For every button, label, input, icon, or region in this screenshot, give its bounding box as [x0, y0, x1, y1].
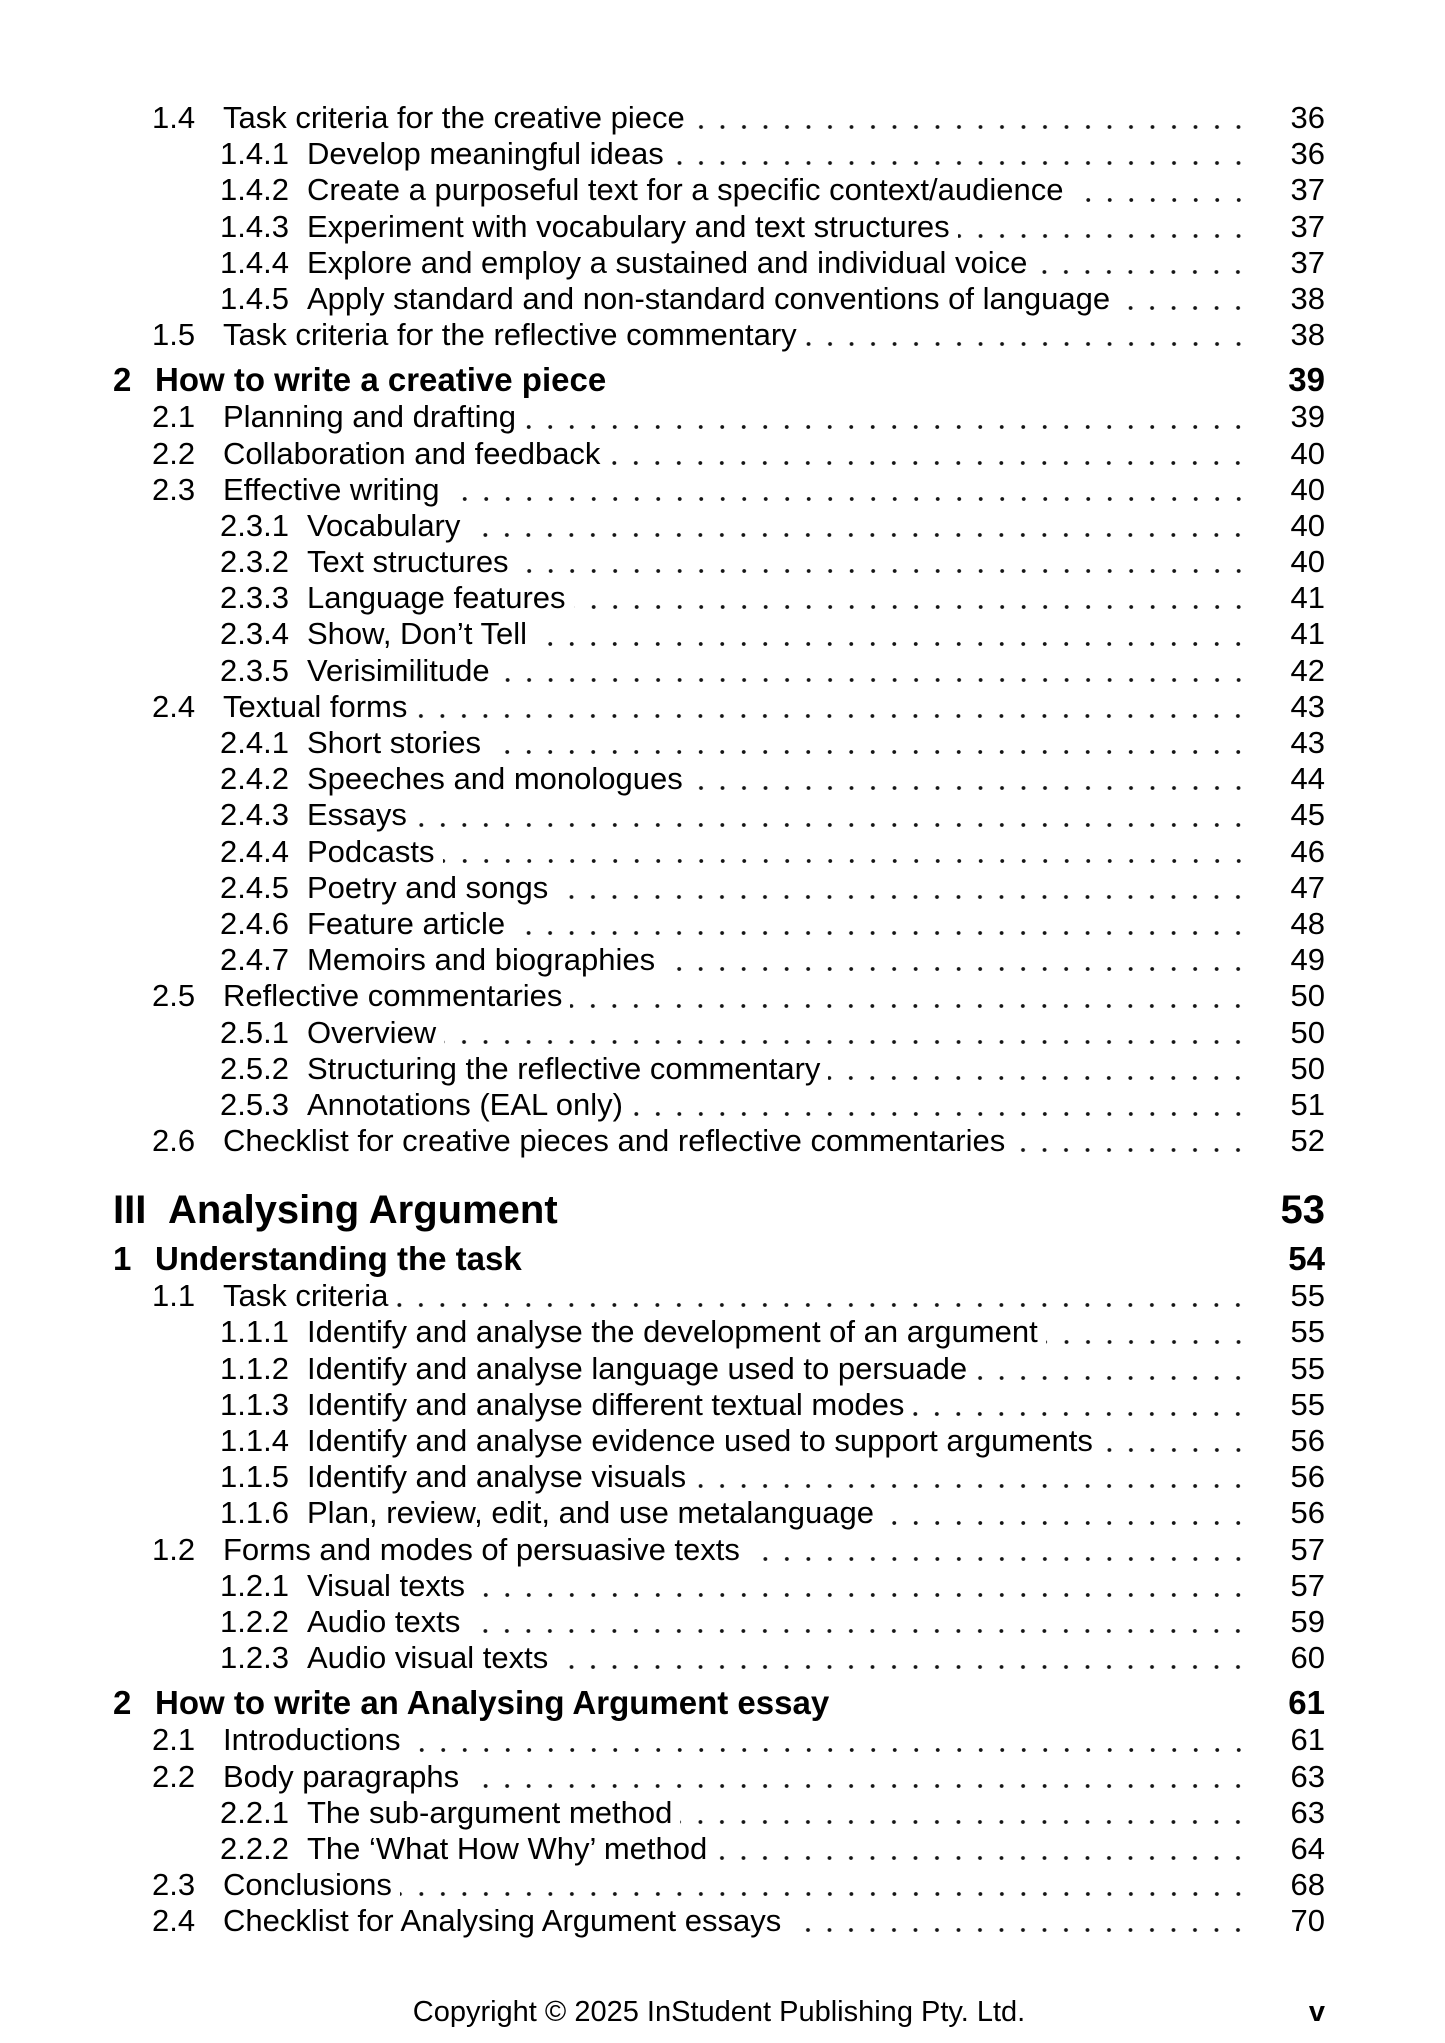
dot-leader: [631, 1112, 1249, 1116]
dot-leader: [468, 1629, 1249, 1633]
entry-number: 1.1.1: [220, 1314, 289, 1350]
entry-number: 1.1.3: [220, 1386, 289, 1422]
dot-leader: [748, 1557, 1249, 1561]
entry-title: Identify and analyse evidence used to support arguments: [307, 1423, 1093, 1458]
entry-number: 1.4.3: [220, 208, 289, 244]
entry-title: How to write an Analysing Argument essay: [155, 1684, 830, 1722]
page-number: 51: [1290, 1086, 1325, 1122]
entry-title: Introductions: [223, 1722, 401, 1758]
entry-title: Body paragraphs: [223, 1758, 460, 1794]
toc-subsection: [113, 1831, 1325, 1867]
toc-subsection: [113, 870, 1325, 906]
dot-leader: [789, 1928, 1249, 1932]
dot-leader: [1072, 198, 1250, 202]
toc-subsection: [113, 1423, 1325, 1459]
dot-leader: [400, 1892, 1249, 1896]
entry-number: 2.4.5: [220, 869, 289, 905]
page-number: 54: [1288, 1240, 1325, 1278]
toc-section: [113, 436, 1325, 472]
dot-leader: [535, 642, 1249, 646]
dot-leader: [556, 1665, 1249, 1669]
page-number: 46: [1290, 833, 1325, 869]
toc-subsection: [113, 209, 1325, 245]
entry-number: 1.2: [152, 1531, 196, 1567]
toc-section: [113, 472, 1325, 508]
toc-section: [113, 1903, 1325, 1939]
toc-subsection: [113, 761, 1325, 797]
entry-title: Checklist for creative pieces and reflective commentaries: [223, 1123, 1006, 1159]
entry-number: 2.4.1: [220, 725, 289, 760]
page-number: 63: [1290, 1794, 1325, 1830]
dot-leader: [1101, 1448, 1249, 1452]
page-number: 38: [1290, 280, 1325, 316]
entry-number: 2.3.4: [220, 616, 289, 652]
entry-title: How to write a creative piece: [155, 361, 607, 399]
table-of-contents: [113, 100, 1325, 1939]
dot-leader: [513, 931, 1249, 935]
entry-number: 2: [113, 1684, 132, 1722]
entry-title: Conclusions: [223, 1867, 392, 1903]
page-number: 61: [1290, 1722, 1325, 1758]
entry-title: Identify and analyse different textual modes: [307, 1386, 905, 1422]
page-number: 37: [1290, 244, 1325, 280]
entry-title: Speeches and monologues: [307, 761, 683, 797]
toc-section: [113, 399, 1325, 435]
entry-title: Create a purposeful text for a specific context/audience: [307, 172, 1064, 208]
page-number: 40: [1290, 544, 1325, 580]
entry-title: Task criteria for the creative piece: [223, 100, 685, 135]
entry-number: 2.6: [152, 1123, 196, 1159]
dot-leader: [570, 1004, 1249, 1008]
dot-leader: [396, 1303, 1249, 1307]
page-number: 57: [1290, 1531, 1325, 1567]
toc-chapter: [113, 1684, 1325, 1722]
entry-number: 1.4.4: [220, 244, 289, 280]
toc-subsection: [113, 1314, 1325, 1350]
page-number: 55: [1290, 1278, 1325, 1314]
dot-leader: [691, 786, 1249, 790]
toc-subsection: [113, 1459, 1325, 1495]
page-footer: [113, 1996, 1325, 2030]
entry-title: Visual texts: [307, 1567, 465, 1603]
entry-title: Explore and employ a sustained and individual voice: [307, 244, 1028, 280]
page-number: 50: [1290, 978, 1325, 1014]
dot-leader: [614, 388, 1249, 392]
dot-leader: [556, 895, 1249, 899]
entry-title: Language features: [307, 580, 566, 616]
dot-leader: [828, 1076, 1249, 1080]
entry-title: Memoirs and biographies: [307, 942, 656, 978]
page-number: 50: [1290, 1014, 1325, 1050]
dot-leader: [524, 425, 1249, 429]
entry-number: 2.4.2: [220, 761, 289, 797]
entry-title: Audio texts: [307, 1603, 461, 1639]
toc-subsection: [113, 245, 1325, 281]
toc-subsection: [113, 1640, 1325, 1676]
entry-number: 1.1.6: [220, 1495, 289, 1531]
toc-subsection: [113, 906, 1325, 942]
page-number: 56: [1290, 1495, 1325, 1531]
toc-section: [113, 1722, 1325, 1758]
entry-title: Verisimilitude: [307, 652, 490, 688]
entry-number: 2.3: [152, 471, 196, 507]
dot-leader: [912, 1412, 1249, 1416]
entry-number: 2.4: [152, 1903, 196, 1939]
entry-number: 2.5.3: [220, 1086, 289, 1122]
dot-leader: [409, 1748, 1250, 1752]
page-number: 68: [1290, 1867, 1325, 1903]
toc-section: [113, 1532, 1325, 1568]
dot-leader: [415, 714, 1249, 718]
toc-part: [113, 1188, 1325, 1232]
toc-subsection: [113, 580, 1325, 616]
entry-number: 2.2.1: [220, 1794, 289, 1830]
page-number: 41: [1290, 580, 1325, 616]
page-number: 49: [1290, 942, 1325, 978]
entry-number: 2.4.6: [220, 905, 289, 941]
entry-number: 1.2.1: [220, 1567, 289, 1603]
entry-number: 2.3.2: [220, 544, 289, 580]
entry-title: Structuring the reflective commentary: [307, 1050, 821, 1086]
entry-number: 2.2: [152, 435, 196, 471]
entry-number: 1.4.1: [220, 136, 289, 172]
toc-subsection: [113, 1051, 1325, 1087]
toc-subsection: [113, 725, 1325, 761]
page-number: 36: [1290, 136, 1325, 172]
entry-title: Show, Don’t Tell: [307, 616, 527, 652]
entry-title: Understanding the task: [155, 1240, 522, 1278]
entry-title: Poetry and songs: [307, 869, 549, 905]
dot-leader: [530, 1267, 1249, 1271]
entry-title: Feature article: [307, 905, 506, 941]
dot-leader: [680, 1820, 1249, 1824]
toc-subsection: [113, 136, 1325, 172]
dot-leader: [489, 750, 1249, 754]
page-number: 56: [1290, 1459, 1325, 1495]
entry-title: Task criteria for the reflective commentary: [223, 317, 797, 353]
page-number: 38: [1290, 317, 1325, 353]
entry-title: Plan, review, edit, and use metalanguage: [307, 1495, 874, 1531]
entry-number: 1.4: [152, 100, 196, 135]
dot-leader: [517, 569, 1249, 573]
dot-leader: [1046, 1340, 1249, 1344]
page-number: 57: [1290, 1567, 1325, 1603]
dot-leader: [663, 967, 1249, 971]
dot-leader: [444, 1040, 1249, 1044]
dot-leader: [672, 161, 1249, 165]
toc-subsection: [113, 1087, 1325, 1123]
entry-number: 2.4.7: [220, 942, 289, 978]
entry-number: 1.2.2: [220, 1603, 289, 1639]
page-number: 43: [1290, 688, 1325, 724]
dot-leader: [443, 859, 1249, 863]
entry-title: Identify and analyse language used to persuade: [307, 1350, 968, 1386]
entry-title: Vocabulary: [307, 507, 461, 543]
dot-leader: [1118, 306, 1249, 310]
page-number: 63: [1290, 1758, 1325, 1794]
entry-number: 1.1.5: [220, 1459, 289, 1495]
entry-title: Essays: [307, 797, 407, 833]
entry-number: 2.3.1: [220, 507, 289, 543]
toc-section: [113, 978, 1325, 1014]
page-number: 40: [1290, 435, 1325, 471]
entry-title: Podcasts: [307, 833, 435, 869]
entry-title: Analysing Argument: [168, 1188, 558, 1233]
entry-number: 2.2.2: [220, 1830, 289, 1866]
dot-leader: [715, 1856, 1249, 1860]
entry-number: 2.5.2: [220, 1050, 289, 1086]
entry-title: Identify and analyse the development of an argument: [307, 1314, 1038, 1350]
entry-title: Text structures: [307, 544, 509, 580]
page-number: 48: [1290, 905, 1325, 941]
page-number: 39: [1290, 399, 1325, 435]
page-number: 40: [1290, 471, 1325, 507]
entry-number: 1.1: [152, 1278, 196, 1314]
dot-leader: [473, 1593, 1249, 1597]
entry-number: 1.4.2: [220, 172, 289, 208]
entry-number: 2.3.3: [220, 580, 289, 616]
entry-title: Collaboration and feedback: [223, 435, 601, 471]
page-number: 60: [1290, 1640, 1325, 1676]
entry-title: Develop meaningful ideas: [307, 136, 664, 172]
toc-subsection: [113, 1351, 1325, 1387]
entry-title: Short stories: [307, 725, 482, 760]
dot-leader: [608, 461, 1249, 465]
toc-section: [113, 100, 1325, 136]
toc-subsection: [113, 508, 1325, 544]
entry-number: 2.5: [152, 978, 196, 1014]
entry-number: 1.1.4: [220, 1423, 289, 1458]
page-number: 37: [1290, 172, 1325, 208]
entry-number: 1.1.2: [220, 1350, 289, 1386]
entry-number: 2.1: [152, 1722, 196, 1758]
page-number: 55: [1290, 1386, 1325, 1422]
toc-subsection: [113, 797, 1325, 833]
toc-subsection: [113, 1604, 1325, 1640]
toc-chapter: [113, 361, 1325, 399]
entry-title: Effective writing: [223, 471, 440, 507]
page-number: 55: [1290, 1314, 1325, 1350]
entry-title: Planning and drafting: [223, 399, 517, 435]
dot-leader: [468, 533, 1249, 537]
page-number: 52: [1290, 1123, 1325, 1159]
entry-title: Task criteria: [223, 1278, 389, 1314]
dot-leader: [498, 678, 1249, 682]
entry-number: 1: [113, 1240, 132, 1278]
entry-title: Reflective commentaries: [223, 978, 563, 1014]
entry-title: The sub-argument method: [307, 1794, 673, 1830]
page-number: 44: [1290, 761, 1325, 797]
toc-section: [113, 1278, 1325, 1314]
page-number: 37: [1290, 208, 1325, 244]
toc-section: [113, 1867, 1325, 1903]
dot-leader: [448, 497, 1249, 501]
dot-leader: [837, 1711, 1249, 1715]
copyright-notice: Copyright © 2025 InStudent Publishing Pty. Ltd.: [412, 1996, 1026, 2028]
page-number: 47: [1290, 869, 1325, 905]
entry-title: Identify and analyse visuals: [307, 1459, 687, 1495]
entry-number: 2.2: [152, 1758, 196, 1794]
page-number: 53: [1280, 1188, 1325, 1233]
page-number: 42: [1290, 652, 1325, 688]
dot-leader: [1013, 1148, 1249, 1152]
toc-subsection: [113, 1795, 1325, 1831]
entry-number: 1.5: [152, 317, 196, 353]
page-number: 56: [1290, 1423, 1325, 1458]
dot-leader: [415, 823, 1249, 827]
page-number: 64: [1290, 1830, 1325, 1866]
toc-subsection: [113, 1568, 1325, 1604]
page-number: 45: [1290, 797, 1325, 833]
toc-subsection: [113, 653, 1325, 689]
entry-title: Checklist for Analysing Argument essays: [223, 1903, 782, 1939]
entry-title: The ‘What How Why’ method: [307, 1830, 708, 1866]
entry-number: 2.4.4: [220, 833, 289, 869]
page-number: 59: [1290, 1603, 1325, 1639]
dot-leader: [694, 1484, 1249, 1488]
entry-number: 2.3.5: [220, 652, 289, 688]
toc-subsection: [113, 834, 1325, 870]
entry-number: 2.4.3: [220, 797, 289, 833]
toc-subsection: [113, 1495, 1325, 1531]
page-number: 61: [1288, 1684, 1325, 1722]
dot-leader: [975, 1376, 1249, 1380]
page-number: 39: [1288, 361, 1325, 399]
dot-leader: [1035, 270, 1249, 274]
entry-title: Audio visual texts: [307, 1640, 549, 1676]
page-number: 43: [1290, 725, 1325, 760]
toc-subsection: [113, 281, 1325, 317]
entry-number: III: [113, 1188, 147, 1233]
toc-section: [113, 1759, 1325, 1795]
toc-chapter: [113, 1240, 1325, 1278]
toc-subsection: [113, 172, 1325, 208]
folio-page-label: v: [1308, 1996, 1325, 2028]
page-number: 40: [1290, 507, 1325, 543]
entry-number: 2.3: [152, 1867, 196, 1903]
page-number: 50: [1290, 1050, 1325, 1086]
entry-number: 2.1: [152, 399, 196, 435]
toc-subsection: [113, 942, 1325, 978]
page-number: 36: [1290, 100, 1325, 135]
entry-number: 2: [113, 361, 132, 399]
toc-subsection: [113, 1387, 1325, 1423]
toc-section: [113, 1123, 1325, 1159]
entry-title: Overview: [307, 1014, 437, 1050]
dot-leader: [574, 605, 1249, 609]
dot-leader: [693, 125, 1249, 129]
toc-subsection: [113, 544, 1325, 580]
toc-subsection: [113, 1015, 1325, 1051]
page-number: 41: [1290, 616, 1325, 652]
toc-section: [113, 317, 1325, 353]
page-number: 55: [1290, 1350, 1325, 1386]
dot-leader: [805, 342, 1249, 346]
entry-title: Textual forms: [223, 688, 408, 724]
entry-title: Forms and modes of persuasive texts: [223, 1531, 740, 1567]
entry-number: 1.4.5: [220, 280, 289, 316]
entry-title: Apply standard and non-standard conventions of language: [307, 280, 1111, 316]
entry-number: 2.5.1: [220, 1014, 289, 1050]
page-number: 70: [1290, 1903, 1325, 1939]
dot-leader: [566, 1221, 1249, 1225]
entry-number: 2.4: [152, 688, 196, 724]
dot-leader: [958, 234, 1249, 238]
dot-leader: [882, 1521, 1249, 1525]
dot-leader: [467, 1784, 1249, 1788]
toc-section: [113, 689, 1325, 725]
toc-subsection: [113, 616, 1325, 652]
entry-number: 1.2.3: [220, 1640, 289, 1676]
entry-title: Annotations (EAL only): [307, 1086, 623, 1122]
entry-title: Experiment with vocabulary and text structures: [307, 208, 950, 244]
